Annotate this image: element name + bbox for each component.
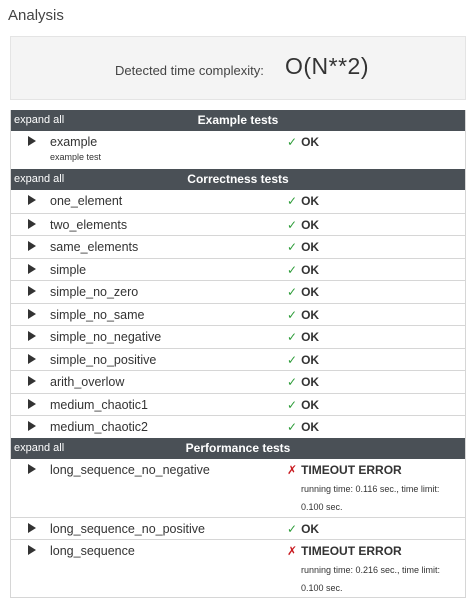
test-detail: running time: 0.116 sec., time limit: 0.100 sec.	[301, 483, 440, 512]
test-detail: running time: 0.216 sec., time limit: 0.100 sec.	[301, 565, 441, 593]
complexity-value: O(N**2)	[285, 53, 370, 79]
check-icon: ✓	[287, 420, 298, 434]
test-row[interactable]	[11, 258, 465, 281]
test-status: ✓ OK	[287, 352, 320, 367]
test-name: simple_no_same	[50, 307, 145, 322]
check-icon: ✓	[287, 217, 298, 232]
test-name: simple_no_positive	[50, 352, 157, 367]
expand-arrow-icon[interactable]	[28, 464, 36, 474]
expand-all-button[interactable]: expand all	[14, 114, 65, 126]
test-name: long_sequence_no_positive	[50, 521, 205, 536]
expand-arrow-icon[interactable]	[28, 376, 36, 386]
check-icon: ✓	[287, 135, 298, 149]
test-name: medium_chaotic2	[50, 420, 148, 434]
test-name: simple	[50, 262, 87, 277]
cross-icon: ✗	[287, 462, 298, 477]
section-header-performance	[11, 438, 465, 459]
test-status: ✓ OK	[287, 217, 320, 232]
test-name: simple_no_negative	[50, 330, 162, 344]
check-icon: ✓	[287, 194, 298, 208]
test-row[interactable]	[11, 280, 465, 303]
test-name: arith_overlow	[50, 375, 125, 389]
expand-all-button[interactable]: expand all	[14, 441, 65, 454]
expand-arrow-icon[interactable]	[28, 523, 36, 533]
section-header-example	[11, 110, 465, 131]
expand-arrow-icon[interactable]	[28, 421, 36, 431]
test-row[interactable]	[11, 235, 465, 258]
check-icon: ✓	[287, 521, 298, 536]
test-status: ✓ OK	[287, 521, 320, 536]
check-icon: ✓	[287, 240, 298, 254]
cross-icon: ✗	[287, 544, 298, 558]
expand-all-button[interactable]: expand all	[14, 173, 65, 185]
expand-arrow-icon[interactable]	[28, 331, 36, 341]
check-icon: ✓	[287, 307, 298, 322]
test-row[interactable]	[11, 393, 465, 416]
test-status: ✓ OK	[287, 420, 320, 434]
test-row[interactable]	[11, 190, 465, 213]
test-name: two_elements	[50, 217, 128, 232]
test-row[interactable]	[11, 517, 465, 540]
test-row[interactable]	[11, 415, 465, 438]
test-name: one_element	[50, 194, 123, 208]
expand-arrow-icon[interactable]	[28, 354, 36, 364]
test-status: ✓ OK	[287, 240, 320, 254]
expand-arrow-icon[interactable]	[28, 399, 36, 409]
expand-arrow-icon[interactable]	[28, 545, 36, 555]
expand-arrow-icon[interactable]	[28, 195, 36, 205]
test-status: ✓ OK	[287, 285, 320, 299]
expand-arrow-icon[interactable]	[28, 219, 36, 229]
expand-arrow-icon[interactable]	[28, 309, 36, 319]
expand-arrow-icon[interactable]	[28, 264, 36, 274]
test-row[interactable]	[11, 348, 465, 371]
check-icon: ✓	[287, 375, 298, 389]
test-status: ✓ OK	[287, 330, 320, 344]
test-results	[10, 110, 466, 598]
check-icon: ✓	[287, 285, 298, 299]
test-name: long_sequence	[50, 544, 135, 558]
test-row[interactable]	[11, 325, 465, 348]
test-status: ✗ TIMEOUT ERROR	[287, 544, 402, 558]
check-icon: ✓	[287, 262, 298, 277]
test-row[interactable]	[11, 213, 465, 236]
complexity-label: Detected time complexity:	[115, 63, 264, 78]
test-row[interactable]	[11, 539, 465, 597]
test-status: ✗ TIMEOUT ERROR	[287, 462, 402, 477]
section-header-correctness	[11, 169, 465, 190]
test-row[interactable]	[11, 370, 465, 393]
test-name: same_elements	[50, 240, 139, 254]
test-row[interactable]	[11, 131, 465, 169]
section-title: Example tests	[197, 113, 279, 127]
test-row[interactable]	[11, 459, 465, 517]
test-status: ✓ OK	[287, 307, 320, 322]
test-status: ✓ OK	[287, 194, 320, 208]
check-icon: ✓	[287, 352, 298, 367]
expand-arrow-icon[interactable]	[28, 241, 36, 251]
test-status: ✓ OK	[287, 375, 320, 389]
test-name: example	[50, 135, 98, 149]
section-title: Correctness tests	[187, 172, 289, 186]
test-status: ✓ OK	[287, 262, 320, 277]
test-name: simple_no_zero	[50, 285, 139, 299]
check-icon: ✓	[287, 330, 298, 344]
section-title: Performance tests	[185, 440, 291, 455]
page-title: Analysis	[8, 7, 64, 24]
complexity-panel	[10, 36, 466, 100]
test-row[interactable]	[11, 303, 465, 326]
test-name: medium_chaotic1	[50, 397, 148, 412]
check-icon: ✓	[287, 397, 298, 412]
test-name: long_sequence_no_negative	[50, 462, 210, 477]
expand-arrow-icon[interactable]	[28, 286, 36, 296]
expand-arrow-icon[interactable]	[28, 136, 36, 146]
test-status: ✓ OK	[287, 135, 320, 149]
test-status: ✓ OK	[287, 397, 320, 412]
test-description: example test	[50, 152, 102, 162]
